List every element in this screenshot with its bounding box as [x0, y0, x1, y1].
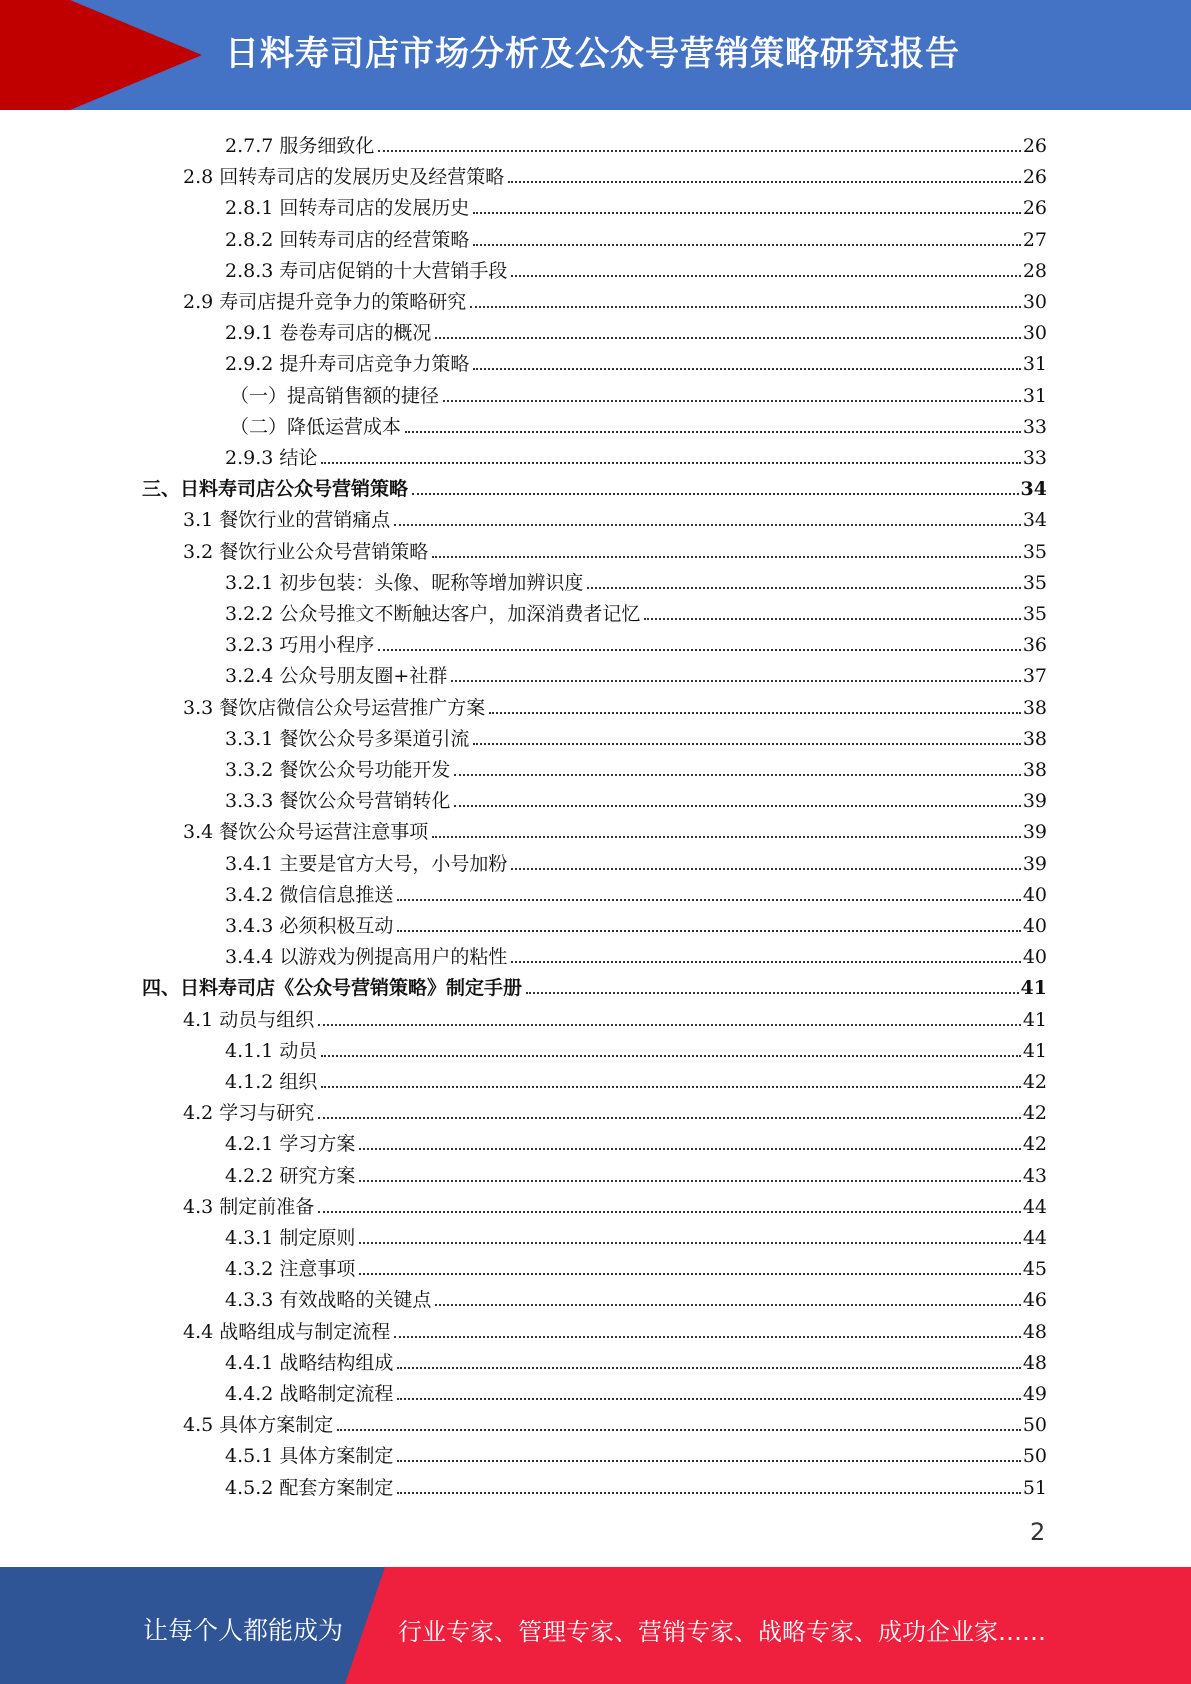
- toc-entry[interactable]: [225, 595, 1047, 626]
- page-footer: [0, 1567, 1191, 1684]
- toc-dot-leader: [432, 836, 1021, 838]
- toc-entry-page: 31: [1022, 353, 1047, 376]
- toc-entry-label: 2.7.7 服务细致化: [225, 135, 375, 157]
- toc-dot-leader: [321, 1055, 1020, 1057]
- toc-entry-label: 4.1.2 组织: [225, 1071, 318, 1093]
- toc-entry-label: 2.9 寿司店提升竞争力的策略研究: [183, 291, 467, 313]
- footer-slogan-left: 让每个人都能成为: [143, 1616, 344, 1645]
- toc-entry-page: 50: [1022, 1445, 1047, 1468]
- toc-entry-label: 4.1 动员与组织: [183, 1008, 315, 1031]
- toc-dot-leader: [587, 587, 1020, 589]
- toc-dot-leader: [435, 1304, 1020, 1306]
- toc-entry-label: 4.4.1 战略结构组成: [225, 1351, 394, 1374]
- toc-dot-leader: [473, 212, 1020, 214]
- toc-dot-leader: [508, 181, 1021, 183]
- toc-entry-page: 30: [1022, 322, 1047, 345]
- toc-entry[interactable]: [225, 345, 1047, 376]
- toc-entry[interactable]: [225, 1375, 1047, 1406]
- toc-entry[interactable]: [225, 1157, 1047, 1188]
- toc-entry[interactable]: [183, 501, 1047, 532]
- toc-entry-page: 34: [1022, 509, 1047, 532]
- toc-entry-label: 4.3.3 有效战略的关键点: [225, 1289, 432, 1312]
- toc-entry-label: 3.4.1 主要是官方大号，小号加粉: [225, 852, 508, 875]
- toc-entry-label: 3.2.2 公众号推文不断触达客户，加深消费者记忆: [225, 603, 641, 625]
- toc-entry[interactable]: [142, 470, 1047, 501]
- footer-slogan-right: 行业专家、管理专家、营销专家、战略专家、成功企业家……: [398, 1618, 1046, 1646]
- toc-entry-label: 3.2.4 公众号朋友圈+社群: [225, 665, 448, 688]
- toc-entry-page: 38: [1022, 727, 1047, 750]
- toc-entry-page: 39: [1022, 821, 1047, 844]
- header-red-block: [0, 0, 70, 110]
- toc-entry[interactable]: [225, 1469, 1047, 1500]
- toc-entry[interactable]: [225, 1125, 1047, 1156]
- toc-entry-label: 3.3.3 餐饮公众号营销转化: [225, 790, 451, 813]
- toc-entry[interactable]: [225, 720, 1047, 751]
- toc-dot-leader: [473, 743, 1020, 745]
- toc-dot-leader: [435, 337, 1020, 339]
- toc-dot-leader: [443, 400, 1021, 402]
- toc-entry[interactable]: [142, 969, 1047, 1000]
- toc-entry-label: 4.2 学习与研究: [183, 1102, 315, 1125]
- toc-dot-leader: [378, 649, 1020, 651]
- toc-entry[interactable]: [225, 252, 1047, 283]
- toc-entry-page: 49: [1022, 1383, 1047, 1405]
- toc-entry[interactable]: [183, 1001, 1047, 1032]
- toc-entry-page: 42: [1022, 1133, 1047, 1156]
- toc-dot-leader: [321, 1086, 1020, 1088]
- toc-entry-page: 41: [1022, 1039, 1047, 1062]
- toc-entry-label: 2.8.2 回转寿司店的经营策略: [225, 228, 470, 251]
- toc-entry-label: 4.1.1 动员: [225, 1039, 318, 1062]
- toc-entry-label: 四、日料寿司店《公众号营销策略》制定手册: [142, 977, 523, 1000]
- toc-entry-label: 2.9.1 卷卷寿司店的概况: [225, 322, 432, 345]
- toc-entry-page: 40: [1022, 915, 1047, 937]
- toc-entry-page: 40: [1022, 883, 1047, 906]
- toc-entry-label: 4.5.2 配套方案制定: [225, 1476, 394, 1499]
- toc-dot-leader: [359, 1242, 1020, 1244]
- toc-entry-page: 35: [1022, 603, 1047, 625]
- toc-entry[interactable]: [225, 1032, 1047, 1063]
- toc-entry[interactable]: [225, 439, 1047, 470]
- toc-entry-label: 3.4.3 必须积极互动: [225, 915, 394, 937]
- toc-entry[interactable]: [225, 1219, 1047, 1250]
- toc-entry-page: 35: [1022, 571, 1047, 594]
- toc-entry[interactable]: [183, 1188, 1047, 1219]
- toc-entry-page: 48: [1022, 1351, 1047, 1374]
- toc-entry-page: 42: [1022, 1071, 1047, 1093]
- toc-dot-leader: [359, 1180, 1020, 1182]
- toc-entry-label: 4.4 战略组成与制定流程: [183, 1320, 391, 1343]
- toc-dot-leader: [321, 462, 1020, 464]
- toc-dot-leader: [378, 150, 1020, 152]
- toc-entry-label: 4.3 制定前准备: [183, 1195, 315, 1218]
- toc-entry[interactable]: [183, 1094, 1047, 1125]
- toc-entry-page: 51: [1022, 1476, 1047, 1499]
- toc-dot-leader: [405, 431, 1021, 433]
- toc-entry[interactable]: [225, 751, 1047, 782]
- toc-entry-label: 3.4.4 以游戏为例提高用户的粘性: [225, 946, 508, 969]
- toc-dot-leader: [337, 1429, 1021, 1431]
- toc-dot-leader: [473, 244, 1020, 246]
- toc-entry-page: 41: [1020, 977, 1047, 1000]
- toc-entry[interactable]: [183, 158, 1047, 189]
- toc-entry-page: 26: [1022, 166, 1047, 189]
- toc-entry[interactable]: [225, 782, 1047, 813]
- toc-dot-leader: [432, 556, 1021, 558]
- toc-entry-page: 42: [1022, 1102, 1047, 1125]
- toc-dot-leader: [644, 618, 1020, 620]
- toc-entry-page: 50: [1022, 1414, 1047, 1437]
- toc-entry-page: 44: [1022, 1227, 1047, 1249]
- toc-entry-label: 3.4 餐饮公众号运营注意事项: [183, 821, 429, 844]
- toc-entry-page: 26: [1022, 197, 1047, 220]
- toc-entry-label: 4.3.1 制定原则: [225, 1227, 356, 1249]
- toc-entry-page: 38: [1022, 759, 1047, 781]
- toc-entry-page: 30: [1022, 291, 1047, 313]
- toc-entry-page: 40: [1022, 946, 1047, 969]
- toc-entry-label: 3.3 餐饮店微信公众号运营推广方案: [183, 696, 486, 719]
- toc-entry-label: 4.2.1 学习方案: [225, 1133, 356, 1156]
- toc-entry-label: 3.2 餐饮行业公众号营销策略: [183, 540, 429, 563]
- toc-entry-page: 41: [1022, 1008, 1047, 1031]
- toc-entry-label: 3.4.2 微信信息推送: [225, 883, 394, 906]
- toc-entry[interactable]: [183, 813, 1047, 844]
- toc-entry-page: 37: [1022, 665, 1047, 688]
- toc-entry[interactable]: [225, 1281, 1047, 1312]
- page-header: [0, 0, 1191, 110]
- toc-entry[interactable]: [225, 657, 1047, 688]
- toc-dot-leader: [318, 1024, 1021, 1026]
- toc-entry-page: 44: [1022, 1195, 1047, 1218]
- toc-entry-page: 48: [1022, 1320, 1047, 1343]
- toc-dot-leader: [359, 1273, 1020, 1275]
- toc-entry-label: 3.3.2 餐饮公众号功能开发: [225, 759, 451, 781]
- toc-entry[interactable]: [230, 408, 1047, 439]
- report-title: 日料寿司店市场分析及公众号营销策略研究报告: [225, 34, 960, 74]
- toc-entry[interactable]: [225, 845, 1047, 876]
- toc-entry[interactable]: [225, 1250, 1047, 1281]
- toc-dot-leader: [454, 805, 1020, 807]
- toc-entry[interactable]: [183, 1313, 1047, 1344]
- toc-entry-label: （二）降低运营成本: [230, 415, 402, 438]
- toc-entry-page: 28: [1022, 259, 1047, 282]
- toc-dot-leader: [397, 1367, 1020, 1369]
- toc-entry-label: 2.8.3 寿司店促销的十大营销手段: [225, 259, 508, 282]
- toc-entry[interactable]: [225, 564, 1047, 595]
- toc-dot-leader: [397, 930, 1020, 932]
- toc-dot-leader: [473, 368, 1020, 370]
- toc-entry[interactable]: [183, 1406, 1047, 1437]
- toc-dot-leader: [397, 1492, 1020, 1494]
- toc-entry-label: 3.3.1 餐饮公众号多渠道引流: [225, 727, 470, 750]
- toc-entry-page: 43: [1022, 1164, 1047, 1187]
- toc-entry-page: 31: [1022, 384, 1047, 407]
- toc-entry-page: 35: [1022, 540, 1047, 563]
- toc-entry-label: （一）提高销售额的捷径: [230, 384, 440, 407]
- toc-dot-leader: [489, 712, 1021, 714]
- toc-entry-label: 4.5.1 具体方案制定: [225, 1445, 394, 1468]
- toc-entry[interactable]: [183, 283, 1047, 314]
- toc-dot-leader: [451, 680, 1021, 682]
- toc-entry[interactable]: [225, 127, 1047, 158]
- toc-dot-leader: [526, 992, 1019, 994]
- toc-entry[interactable]: [183, 533, 1047, 564]
- toc-entry-page: 36: [1022, 634, 1047, 657]
- toc-entry[interactable]: [225, 221, 1047, 252]
- toc-entry-label: 3.2.3 巧用小程序: [225, 634, 375, 657]
- toc-dot-leader: [470, 306, 1021, 308]
- toc-dot-leader: [454, 774, 1020, 776]
- toc-entry-label: 2.8.1 回转寿司店的发展历史: [225, 197, 470, 220]
- toc-dot-leader: [511, 868, 1020, 870]
- toc-entry-label: 2.9.2 提升寿司店竞争力策略: [225, 353, 470, 376]
- toc-dot-leader: [511, 275, 1020, 277]
- toc-dot-leader: [359, 1148, 1020, 1150]
- toc-entry-label: 三、日料寿司店公众号营销策略: [142, 478, 409, 501]
- toc-entry[interactable]: [225, 1344, 1047, 1375]
- toc-dot-leader: [511, 961, 1020, 963]
- toc-entry[interactable]: [225, 876, 1047, 907]
- toc-dot-leader: [394, 524, 1021, 526]
- toc-entry[interactable]: [225, 626, 1047, 657]
- toc-entry[interactable]: [225, 1063, 1047, 1094]
- toc-entry-page: 33: [1022, 415, 1047, 438]
- toc-dot-leader: [397, 899, 1020, 901]
- toc-entry[interactable]: [225, 189, 1047, 220]
- toc-entry[interactable]: [230, 377, 1047, 408]
- toc-dot-leader: [397, 1398, 1020, 1400]
- toc-entry-label: 3.2.1 初步包装：头像、昵称等增加辨识度: [225, 571, 584, 594]
- toc-entry-page: 45: [1022, 1258, 1047, 1281]
- toc-dot-leader: [318, 1211, 1021, 1213]
- toc-entry-label: 4.2.2 研究方案: [225, 1164, 356, 1187]
- toc-entry[interactable]: [225, 907, 1047, 938]
- toc-entry[interactable]: [225, 1437, 1047, 1468]
- toc-entry-label: 2.9.3 结论: [225, 447, 318, 469]
- toc-entry[interactable]: [183, 689, 1047, 720]
- toc-entry[interactable]: [225, 314, 1047, 345]
- toc-dot-leader: [318, 1117, 1021, 1119]
- toc-entry-page: 39: [1022, 852, 1047, 875]
- toc-entry-page: 27: [1022, 228, 1047, 251]
- toc-entry-label: 3.1 餐饮行业的营销痛点: [183, 509, 391, 532]
- toc-entry-page: 38: [1022, 696, 1047, 719]
- toc-entry-page: 39: [1022, 790, 1047, 813]
- toc-entry-label: 4.5 具体方案制定: [183, 1414, 334, 1437]
- toc-entry-page: 26: [1022, 135, 1047, 157]
- page-number: 2: [1030, 1518, 1046, 1546]
- toc-entry-label: 4.3.2 注意事项: [225, 1258, 356, 1281]
- toc-dot-leader: [394, 1336, 1021, 1338]
- toc-dot-leader: [397, 1460, 1020, 1462]
- toc-dot-leader: [412, 493, 1019, 495]
- toc-entry-page: 34: [1020, 478, 1047, 501]
- header-red-arrow: [70, 0, 202, 110]
- toc-entry-page: 33: [1022, 447, 1047, 469]
- toc-entry-label: 4.4.2 战略制定流程: [225, 1383, 394, 1405]
- footer-slant: [345, 1567, 385, 1684]
- toc-entry-label: 2.8 回转寿司店的发展历史及经营策略: [183, 166, 505, 189]
- toc-entry[interactable]: [225, 938, 1047, 969]
- toc-entry-page: 46: [1022, 1289, 1047, 1312]
